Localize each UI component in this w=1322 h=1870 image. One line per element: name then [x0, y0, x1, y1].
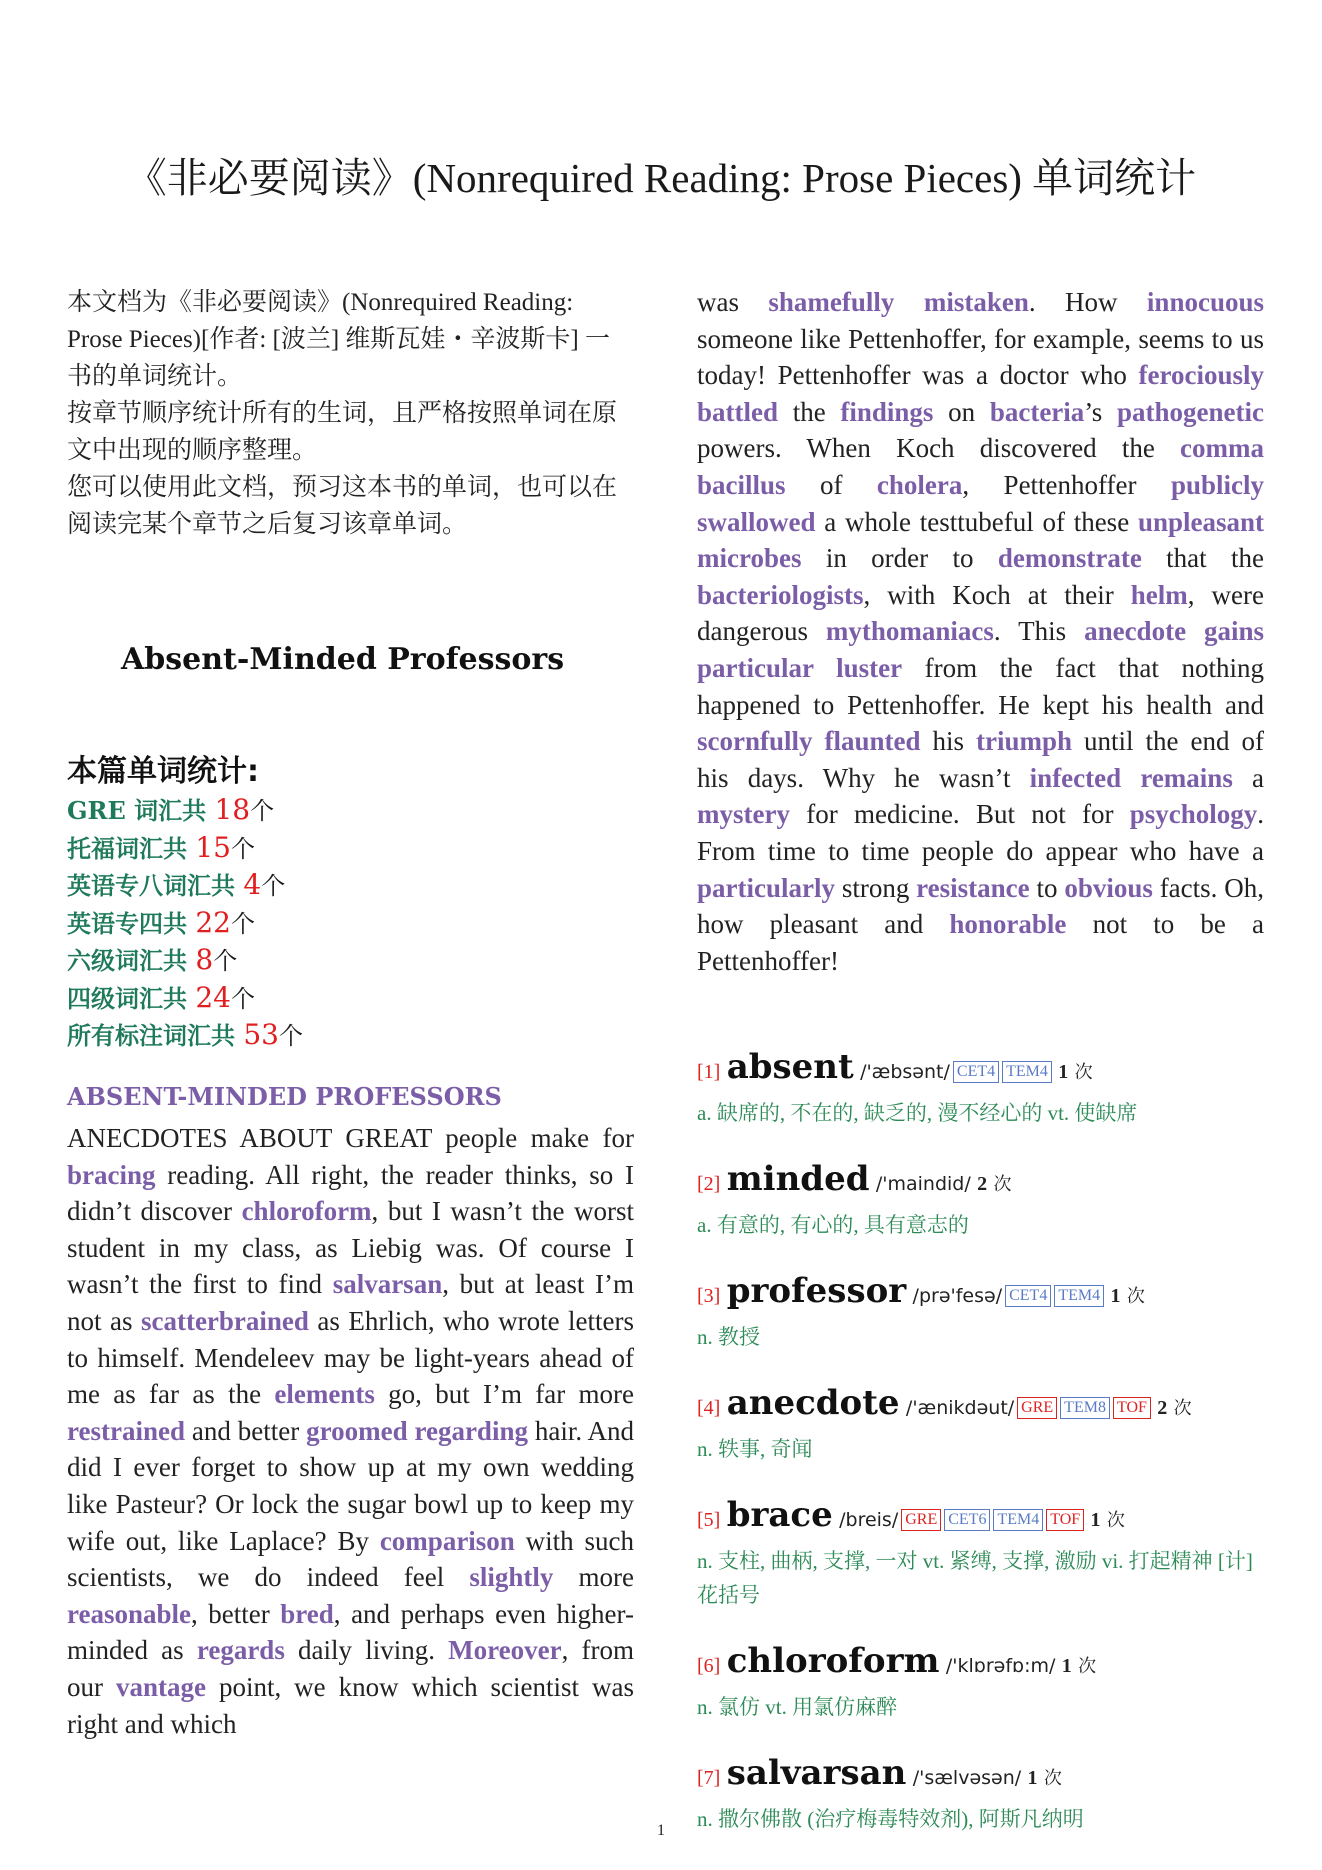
entry-word: minded — [726, 1159, 870, 1199]
stat-toefl: 托福词汇共 15个 — [67, 830, 255, 864]
entry-number: [1] — [697, 1061, 721, 1083]
tag-badge: CET6 — [944, 1509, 990, 1531]
entry-definition: a. 有意的, 有心的, 具有意志的 — [697, 1213, 969, 1237]
entry-count: 2 — [1157, 1397, 1168, 1419]
section-title: Absent-Minded Professors — [121, 642, 565, 677]
page-title: 《非必要阅读》(Nonrequired Reading: Prose Pieces) 单词统计 — [125, 155, 1197, 201]
entry-word: chloroform — [726, 1641, 940, 1681]
list-item: [1] absent /'æbsənt/ CET4 TEM4 1 次 a. 缺席的, 不在的, 缺乏的, 漫不经心的 vt. 使缺席 — [697, 1048, 1264, 1130]
entry-count: 1 — [1061, 1655, 1072, 1677]
stat-tem8: 英语专八词汇共 4个 — [67, 868, 286, 901]
entry-count: 1 — [1058, 1061, 1069, 1083]
entry-ipa: /'sælvəsən/ — [912, 1767, 1022, 1789]
stat-gre: GRE 词汇共 18个 — [67, 793, 275, 826]
entry-count: 1 — [1090, 1509, 1101, 1531]
list-item: [4] anecdote /'ænikdəut/ GRE TEM8 TOF 2 次 n. 轶事, 奇闻 — [697, 1384, 1264, 1466]
stats-heading: 本篇单词统计: — [67, 754, 259, 789]
tag-badge: TEM4 — [1054, 1285, 1104, 1307]
stat-all: 所有标注词汇共 53个 — [67, 1018, 303, 1051]
intro-line: 按章节顺序统计所有的生词，且严格按照单词在原文中出现的顺序整理。 — [67, 400, 618, 464]
entry-number: [2] — [697, 1173, 721, 1195]
stat-cet6: 六级词汇共 8个 — [67, 943, 238, 976]
entry-count: 1 — [1110, 1285, 1121, 1307]
tag-badge: TOF — [1046, 1509, 1084, 1531]
entry-number: [4] — [697, 1397, 721, 1419]
entry-ipa: /'klɒrəfɒ:m/ — [945, 1655, 1056, 1677]
list-item: [3] professor /prə'fesə/ CET4 TEM4 1 次 n. 教授 — [697, 1272, 1264, 1354]
entry-word: salvarsan — [726, 1753, 907, 1793]
tag-badge: TEM4 — [1002, 1061, 1052, 1083]
entry-count: 2 — [977, 1173, 988, 1195]
left-column — [67, 284, 635, 1739]
entry-word: professor — [726, 1271, 907, 1311]
entry-ipa: /'maindid/ — [875, 1173, 971, 1195]
tag-badge: CET4 — [1005, 1285, 1051, 1307]
intro-line: 您可以使用此文档，预习这本书的单词，也可以在阅读完某个章节之后复习该章单词。 — [67, 474, 618, 538]
entry-count: 1 — [1027, 1767, 1038, 1789]
entry-number: [3] — [697, 1285, 721, 1307]
article-heading: ABSENT-MINDED PROFESSORS — [67, 1082, 502, 1111]
article-paragraph: ANECDOTES ABOUT GREAT people make for bracing reading. All right, the reader thinks, so I didn’t discover chloroform, but I wasn’t the worst student in my class, as Liebig was. Of course I wasn’t the first to find salvarsan, but at least I’m not as scatterbrained as Ehrlich, who wrote letters to himself. Mendeleev may be light-years ahead of me as far as the elements go, but I’m far more restrained and better groomed regarding hair. And did I ever forget to show up at my own wedding like Pasteur? Or lock the sugar bowl up to keep my wife out, like Laplace? By comparison with such scientists, we do indeed feel slightly more reasonable, better bred, and perhaps even higher-minded as regards daily living. Moreover, from our vantage point, we know which scientist was right and which — [67, 1123, 635, 1739]
entry-number: [6] — [697, 1655, 721, 1677]
page-number: 1 — [657, 1822, 665, 1839]
entry-ipa: /breis/ — [839, 1509, 899, 1531]
stat-cet4: 四级词汇共 24个 — [67, 980, 255, 1014]
entry-definition: n. 氯仿 vt. 用氯仿麻醉 — [697, 1695, 898, 1719]
entry-definition: n. 撒尔佛散 (治疗梅毒特效剂), 阿斯凡纳明 — [697, 1807, 1084, 1831]
tag-badge: CET4 — [953, 1061, 999, 1083]
entry-definition: n. 轶事, 奇闻 — [697, 1437, 813, 1461]
entry-word: anecdote — [726, 1383, 900, 1423]
entry-number: [5] — [697, 1509, 721, 1531]
tag-badge: TOF — [1113, 1397, 1151, 1419]
entry-word: brace — [726, 1495, 833, 1535]
entry-definition: n. 教授 — [697, 1325, 760, 1349]
list-item: [5] brace /breis/ GRE CET6 TEM4 TOF 1 次 n. 支柱, 曲柄, 支撑, 一对 vt. 紧缚, 支撑, 激励 vi. 打起精神 [计] 花括号 — [697, 1496, 1264, 1612]
tag-badge: TEM8 — [1060, 1397, 1110, 1419]
entry-definition: a. 缺席的, 不在的, 缺乏的, 漫不经心的 vt. 使缺席 — [697, 1101, 1138, 1125]
tag-badge: GRE — [901, 1509, 941, 1531]
tag-badge: GRE — [1017, 1397, 1057, 1419]
entry-definition: n. 支柱, 曲柄, 支撑, 一对 vt. 紧缚, 支撑, 激励 vi. 打起精神 [计] 花括号 — [697, 1549, 1253, 1607]
entry-ipa: /prə'fesə/ — [912, 1285, 1003, 1307]
article-paragraph: was shamefully mistaken. How innocuous someone like Pettenhoffer, for example, seems to us today! Pettenhoffer was a doctor who ferociously battled the findings on bacteria’s pathogenetic powers. When Koch discovered the comma bacillus of cholera, Pettenhoffer publicly swallowed a whole testtubeful of these unpleasant microbes in order to demonstrate that the bacteriologists, with Koch at their helm, were dangerous mythomaniacs. This anecdote gains particular luster from the fact that nothing happened to Pettenhoffer. He kept his health and scornfully flaunted his triumph until the end of his days. Why he wasn’t infected remains a mystery for medicine. But not for psychology. From time to time people do appear who have a particularly strong resistance to obvious facts. Oh, how pleasant and honorable not to be a Pettenhoffer! — [697, 287, 1265, 976]
list-item: [2] minded /'maindid/ 2 次 a. 有意的, 有心的, 具有意志的 — [697, 1160, 1264, 1242]
intro — [67, 284, 634, 543]
vocabulary-list — [697, 1048, 1264, 1866]
tag-badge: TEM4 — [993, 1509, 1043, 1531]
word-stats — [67, 746, 303, 1055]
entry-ipa: /'ænikdəut/ — [905, 1397, 1015, 1419]
entry-word: absent — [726, 1047, 854, 1087]
entry-number: [7] — [697, 1767, 721, 1789]
article-body-left — [67, 1120, 634, 1742]
list-item: [6] chloroform /'klɒrəfɒ:m/ 1 次 n. 氯仿 vt. 用氯仿麻醉 — [697, 1642, 1264, 1724]
entry-ipa: /'æbsənt/ — [860, 1061, 950, 1083]
stat-tem4: 英语专四共 22个 — [67, 905, 255, 939]
list-item: [7] salvarsan /'sælvəsən/ 1 次 n. 撒尔佛散 (治疗梅毒特效剂), 阿斯凡纳明 — [697, 1754, 1264, 1836]
right-column — [697, 284, 1265, 1831]
intro-line: 本文档为《非必要阅读》(Nonrequired Reading: Prose Pieces)[作者: [波兰] 维斯瓦娃・辛波斯卡] 一书的单词统计。 — [67, 289, 610, 390]
